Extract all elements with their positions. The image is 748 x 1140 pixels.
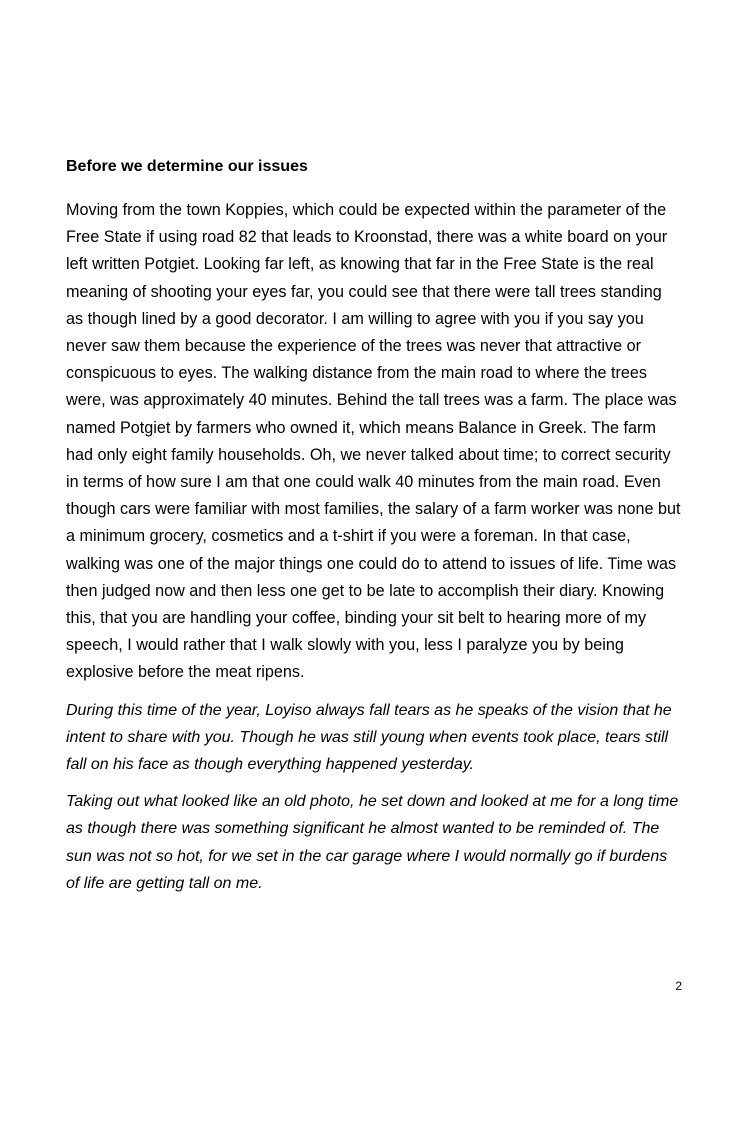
page-number: 2 <box>675 979 682 993</box>
section-heading: Before we determine our issues <box>66 158 308 175</box>
body-paragraph-2: During this time of the year, Loyiso always fall tears as he speaks of the vision that he intent to share with you. Though he was still young when events took place, tears still fall on his face as though everything happened yesterday. <box>66 701 672 774</box>
body-paragraph-1: Moving from the town Koppies, which could be expected within the parameter of the Free State if using road 82 that leads to Kroonstad, there was a white board on your left written Potgiet. Looking far left, as knowing that far in the Free State is the real meaning of shooting your eyes far, you could see that there were tall trees standing as though lined by a good decorator. I am willing to agree with you if you say you never saw them because the experience of the trees was never that attractive or conspicuous to eyes. The walking distance from the main road to where the trees were, was approximately 40 minutes. Behind the tall trees was a farm. The place was named Potgiet by farmers who owned it, which means Balance in Greek. The farm had only eight family households. Oh, we never talked about time; to correct security in terms of how sure I am that one could walk 40 minutes from the main road. Even though cars were familiar with most families, the salary of a farm worker was none but a minimum grocery, cosmetics and a t-shirt if you were a foreman. In that case, walking was one of the major things one could do to attend to issues of life. Time was then judged now and then less one get to be late to accomplish their diary. Knowing this, that you are handling your coffee, binding your sit belt to hearing more of my speech, I would rather that I walk slowly with you, less I paralyze you by being explosive before the meat ripens. <box>66 201 681 682</box>
body-paragraph-3: Taking out what looked like an old photo, he set down and looked at me for a long time as though there was something significant he almost wanted to be reminded of. The sun was not so hot, for we set in the car garage where I would normally go if burdens of life are getting tall on me. <box>66 793 679 892</box>
page-body <box>66 155 682 907</box>
